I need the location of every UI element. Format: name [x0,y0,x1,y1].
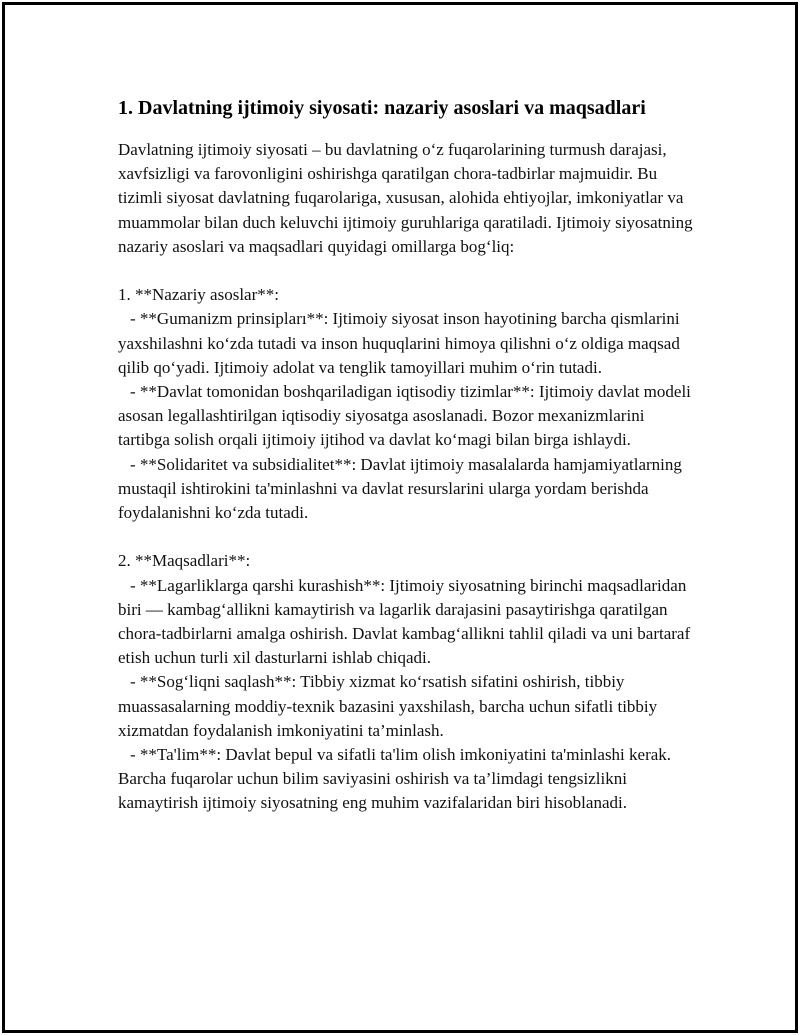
list-item-text: - **Sog‘liqni saqlash**: Tibbiy xizmat ko‘rsatish sifatini oshirish, tibbiy muassasalarning moddiy-texnik bazasini yaxshilash, barcha uchun sifatli tibbiy xizmatdan foydalanish imkoniyatini ta’minlash. [118,672,658,740]
list-item-humanism [118,307,698,380]
list-item-solidarity [118,453,698,526]
paragraph-gap [118,525,698,549]
document-body [118,94,698,816]
list-item-economic-systems [118,380,698,453]
goals-section-title: 2. **Maqsadlari**: [118,551,251,571]
section-heading: 1. Davlatning ijtimoiy siyosati: nazariy asoslari va maqsadlari [118,97,646,119]
list-item-text: - **Ta'lim**: Davlat bepul va sifatli ta'lim olish imkoniyatini ta'minlashi kerak. Barcha fuqarolar uchun bilim saviyasini oshirish va ta’limdagi tengsizlikni kamaytirish ijtimoiy siyosatning eng muhim vazifalaridan biri hisoblanadi. [118,745,672,813]
theory-section-title: 1. **Nazariy asoslar**: [118,285,279,305]
list-item-text: - **Lagarliklarga qarshi kurashish**: Ijtimoiy siyosatning birinchi maqsadlaridan biri — kambag‘allikni kamaytirish va lagarlik darajasini pasaytirishga qaratilgan chora-tadbirlarni amalga oshirish. Davlat kambag‘allikni tahlil qiladi va uni bartaraf etish uchun turli xil dasturlarni ishlab chiqadi. [118,575,691,668]
list-item-text: - **Gumanizm prinsipları**: Ijtimoiy siyosat inson hayotining barcha qismlarini yaxshilashni ko‘zda tutadi va inson huquqlarini himoya qilishni o‘z oldiga maqsad qilib qo‘yadi. Ijtimoiy adolat va tenglik tamoyillari muhim o‘rin tutadi. [118,309,680,377]
list-item-healthcare [118,670,698,743]
paragraph-gap [118,259,698,283]
list-item-education [118,743,698,816]
list-item-text: - **Solidaritet va subsidialitet**: Davlat ijtimoiy masalalarda hamjamiyatlarning mustaqil ishtirokini ta'minlashni va davlat resurslarini ularga yordam berishda foydalanishni ko‘zda tutadi. [118,454,682,523]
list-item-text: - **Davlat tomonidan boshqariladigan iqtisodiy tizimlar**: Ijtimoiy davlat modeli asosan legallashtirilgan iqtisodiy siyosatga asoslanadi. Bozor mexanizmlarini tartibga solish orqali ijtimoiy ijtihod va davlat ko‘magi bilan birga ishlaydi. [118,382,691,450]
list-item-poverty [118,574,698,671]
intro-paragraph: Davlatning ijtimoiy siyosati – bu davlatning o‘z fuqarolarining turmush darajasi, xavfsizligi va farovonligini oshirishga qaratilgan chora-tadbirlar majmuidir. Bu tizimli siyosat davlatning fuqarolariga, xususan, alohida ehtiyojlar, imkoniyatlar va muammolar bilan duch keluvchi ijtimoiy guruhlariga qaratiladi. Ijtimoiy siyosatning nazariy asoslari va maqsadlari quyidagi omillarga bog‘liq: [118,140,693,256]
